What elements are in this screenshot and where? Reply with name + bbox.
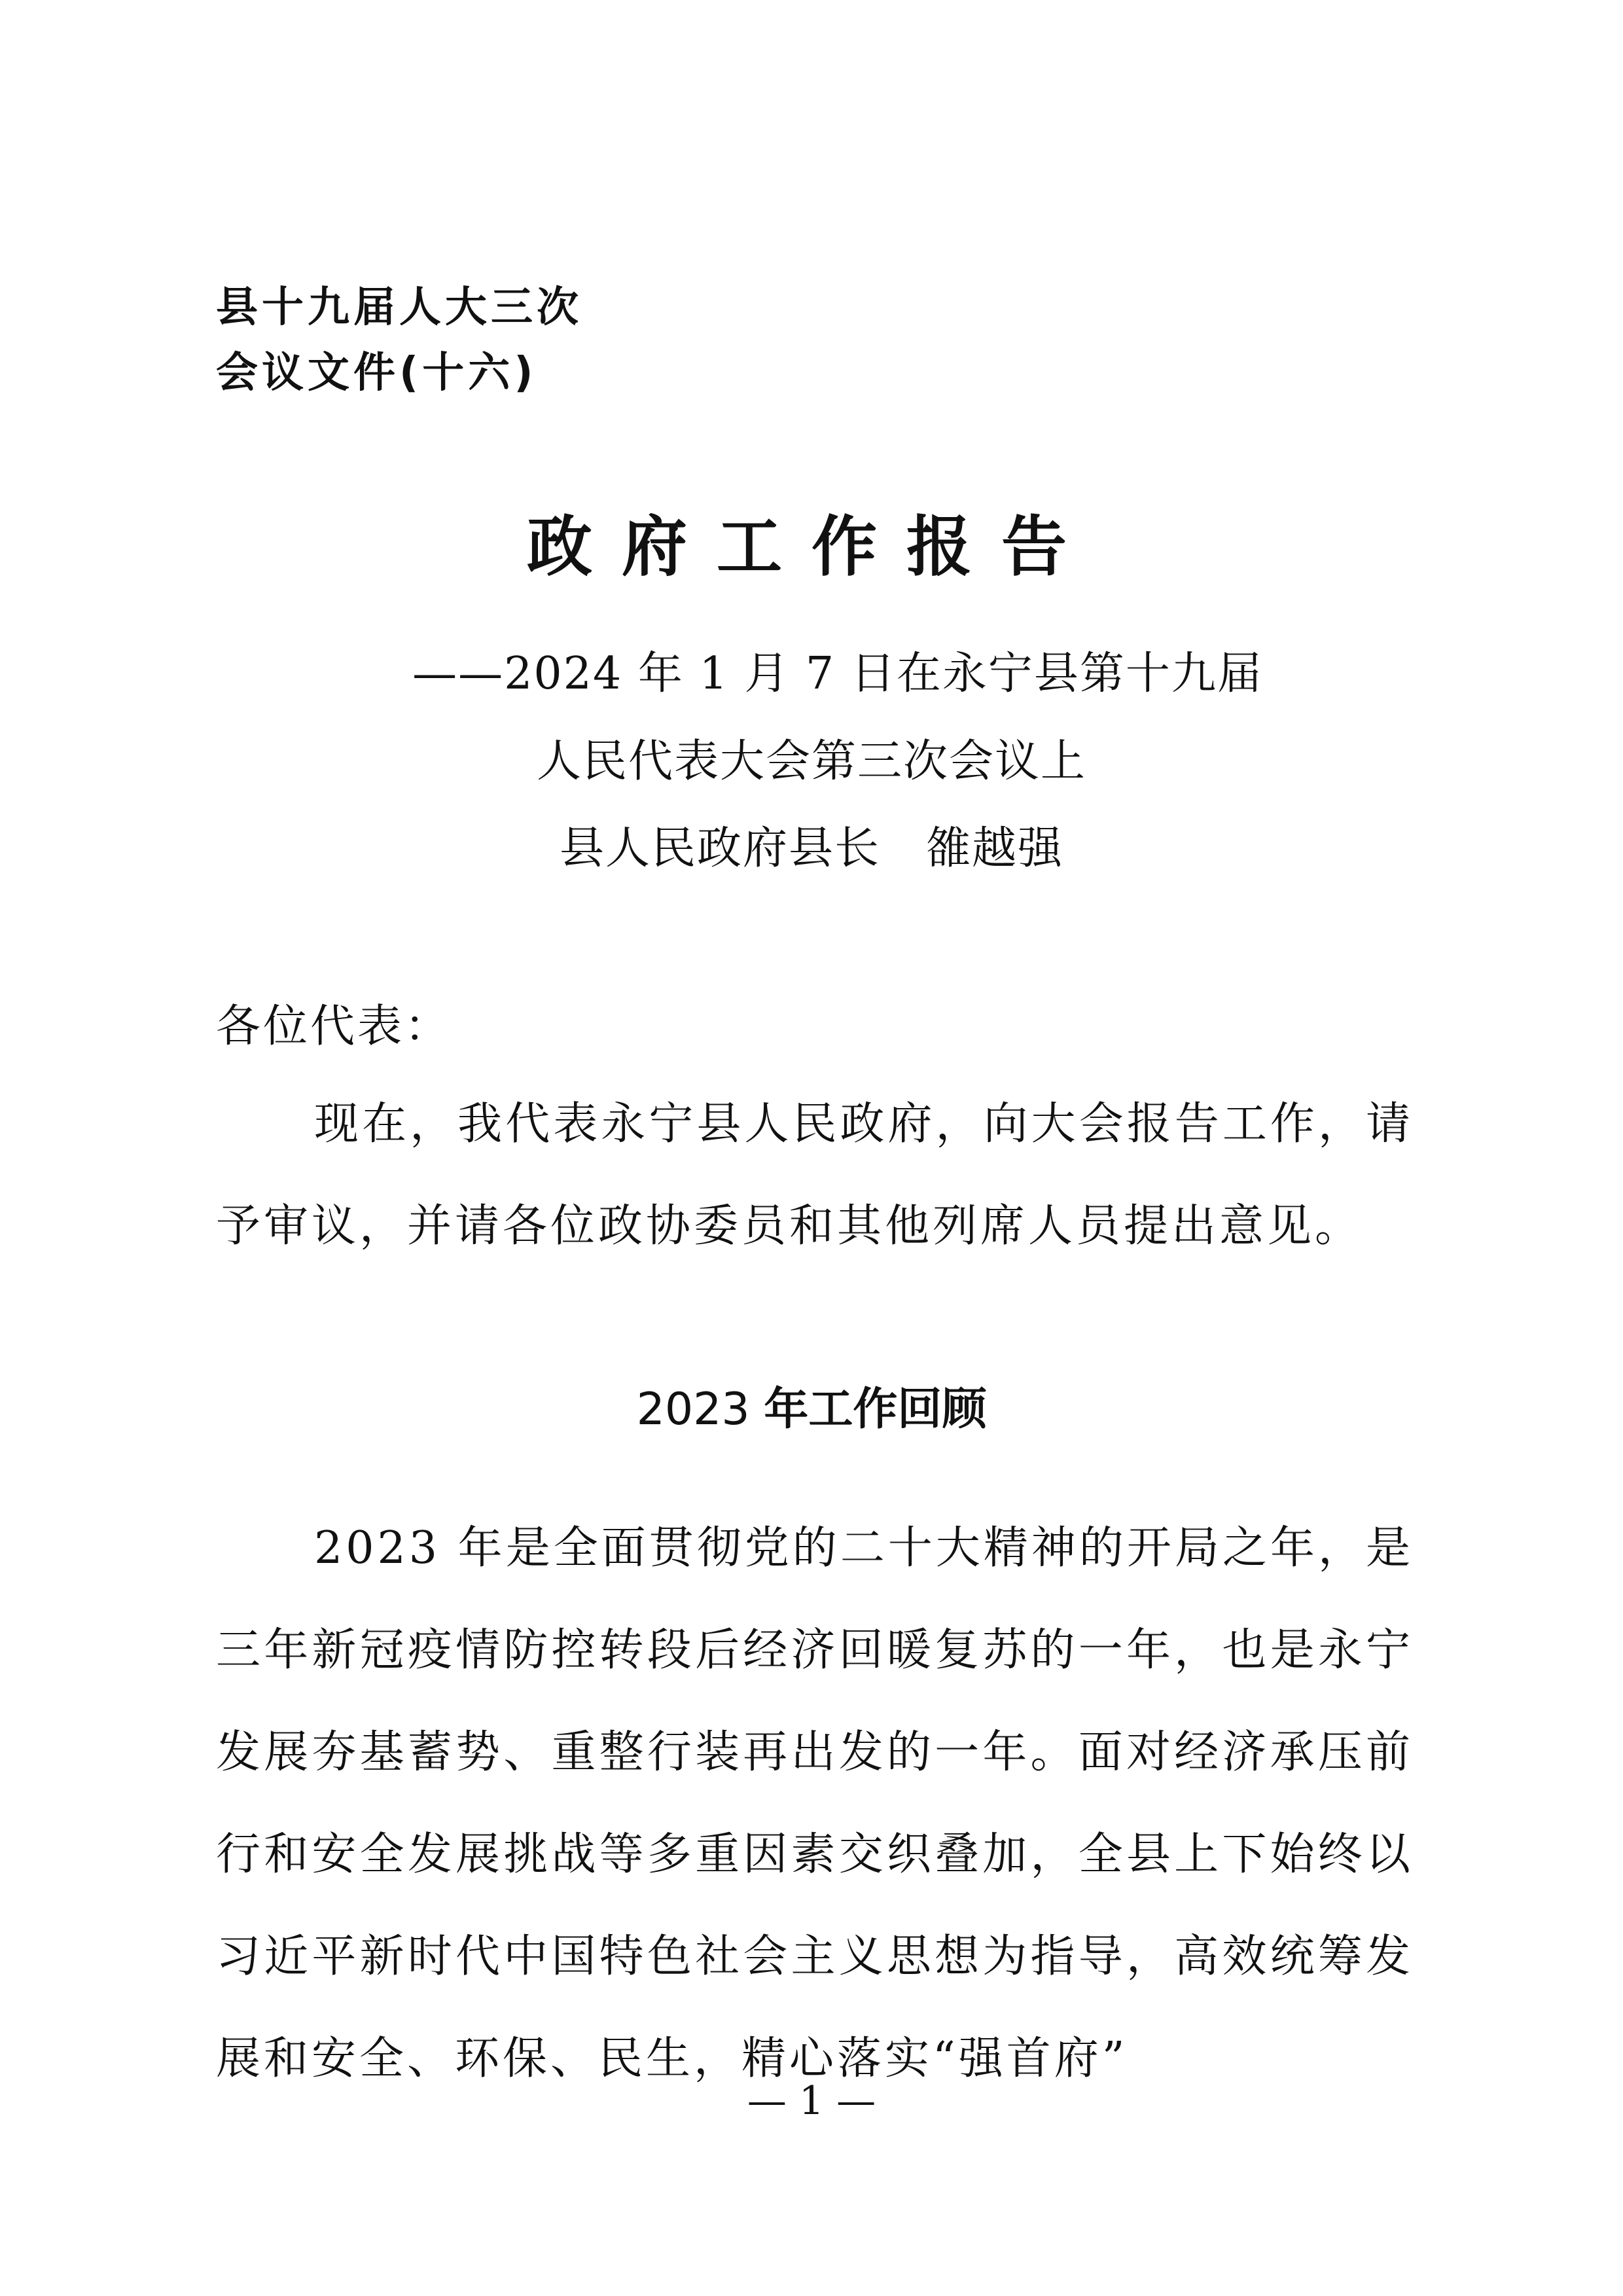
subtitle-line2: 人民代表大会第三次会议上 bbox=[536, 736, 1086, 787]
paragraph-review-text: 2023 年是全面贯彻党的二十大精神的开局之年，是三年新冠疫情防控转段后经济回暖复苏的一年，也是永宁发展夯基蓄势、重整行装再出发的一年。面对经济承压前行和安全发展挑战等多重因素交织叠加，全县上下始终以习近平新时代中国特色社会主义思想为指导，高效统筹发展和安全、环保、民生，精心落实“强首府” bbox=[216, 1522, 1414, 2085]
section-title-year: 2023 bbox=[636, 1384, 750, 1435]
section-title bbox=[0, 1384, 1623, 1435]
paragraph-intro bbox=[216, 1073, 1414, 1381]
page-title: 政府工作报告 bbox=[527, 508, 1096, 585]
section-title-text: 年工作回顾 bbox=[764, 1384, 987, 1435]
salutation: 各位代表： bbox=[216, 1001, 452, 1052]
subtitle-line1: ——2024 年 1 月 7 日在永宁县第十九届 bbox=[412, 648, 1263, 700]
doc-label-line1: 县十九届人大三次 bbox=[216, 283, 582, 332]
paragraph-review bbox=[216, 1498, 1414, 2113]
subtitle-line3: 县人民政府县长 雒越强 bbox=[559, 823, 1063, 874]
paragraph-intro-text: 现在，我代表永宁县人民政府，向大会报告工作，请予审议，并请各位政协委员和其他列席人员提出意见。 bbox=[216, 1098, 1414, 1252]
page-number: — 1 — bbox=[747, 2078, 876, 2124]
doc-label-line2: 会议文件(十六) bbox=[216, 349, 537, 397]
